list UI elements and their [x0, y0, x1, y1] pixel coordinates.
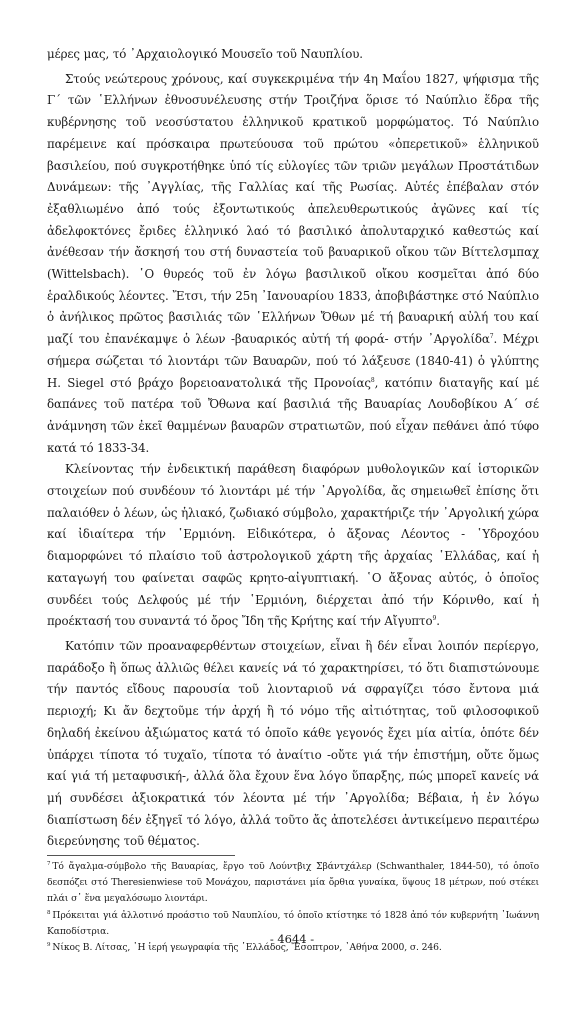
- footnote-9: $^9$ Νίκος Β. Λίτσας, ῾Η ἱερή γεωγραφία τῆς ῾Ελλάδος, Ἔσοπτρον, ᾽Αθήνα 2000, σ. 246.: [47, 941, 442, 954]
- footnote-ref-7: 7: [489, 333, 494, 341]
- footnote-mark: 9: [47, 941, 51, 948]
- paragraph-conclusion: Κατόπιν τῶν προαναφερθέντων στοιχείων, εἶναι ἢ δέν εἶναι λοιπόν περίεργο, παράδοξο ἢ ὅπως ἀλλιῶς θέλει κανείς νά τό χαρακτηρίσει, τό ὅτι διαπιστώνουμε τήν παντός εἴδους παρουσία τοῦ λιονταριοῦ νά σφραγίζει τόσο ἔντονα μιά περιοχή; Κι ἄν δεχτοῦμε τήν ἀρχή ἢ τό νόμο τῆς αἰτιότητας, τοῦ φιλοσοφικοῦ δηλαδή ἐκείνου ἀξιώματος κατά τό ὁποῖο κάθε γεγονός ἔχει μία αἰτία, ὁπότε δέν ὑπάρχει τίποτα τό τυχαῖο, τίποτα τό ἀναίτιο -οὔτε γιά τήν ἐπιστήμη, οὔτε ὅμως καί γιά τή μεταφυσική-, ἀλλά ὅλα ἔχουν ἕνα λόγο ὕπαρξης, πώς μπορεῖ κανείς νά μή συνδέσει ἀξιοκρατικά τόν λέοντα μέ τήν ᾽Αργολίδα; Βέβαια, ἡ ἐν λόγω διαπίστωση δέν ἐξηγεῖ τό λόγο, ἀλλά τοῦτο ἄς ἀποτελέσει ἀντικείμενο περαιτέρω διερεύνησης τοῦ θέματος.: [47, 638, 539, 849]
- paragraph-continued: μέρες μας, τό ᾽Αρχαιολογικό Μουσεῖο τοῦ Ναυπλίου.: [47, 47, 363, 61]
- page-number: - 4644 -: [269, 932, 315, 946]
- paragraph-mythology: Κλείνοντας τήν ἐνδεικτική παράθεση διαφόρων μυθολογικῶν καί ἱστορικῶν στοιχείων πού συνδέουν τό λιοντάρι μέ τήν ᾽Αργολίδα, ἄς σημειωθεῖ ἐπίσης ὅτι παλαιόθεν ὁ λέων, ὡς ἡλιακό, ζωδιακό σύμβολο, χαρακτήριζε τήν ᾽Αργολική χώρα καί ἰδιαίτερα τήν ῾Ερμιόνη. Εἰδικότερα, ὁ ἄξονας Λέοντος - ῾Υδροχόου διαμορφώνει τό πλαίσιο τοῦ ἀστρολογικοῦ χάρτη τῆς ἀρχαίας ῾Ελλάδας, καί ἡ καταγωγή του φαίνεται σαφῶς κρητο-αἰγυπτιακή. ῾Ο ἄξονας αὐτός, ὁ ὁποῖος συνδέει τούς Δελφούς μέ τήν ῾Ερμιόνη, διέρχεται ἀπό τήν Κόρινθο, καί ἡ προέκτασή του συναντά τό ὄρος Ἴδη τῆς Κρήτης καί τήν Αἴγυπτο$^9$.: [47, 462, 539, 629]
- footnote-divider: [47, 855, 235, 856]
- footnote-mark: 8: [47, 909, 51, 916]
- footnote-7: $^7$ Τό ἄγαλμα-σύμβολο τῆς Βαυαρίας, ἔργο τοῦ Λούντβιχ Σβάντχάλερ (Schwanthaler, 1844-50), τό ὁποῖο δεσπόζει στό Theresienwiese τοῦ Μονάχου, παριστάνει μία ὄρθια γυναίκα, ὕψους 18 μέτρων, πού στέκει πλάι σ᾽ ἕνα μεγαλόσωμο λιοντάρι.: [47, 860, 539, 905]
- footnote-ref-9: 9: [432, 615, 437, 623]
- footnote-ref-8: 8: [370, 376, 375, 384]
- page-content: [47, 44, 539, 956]
- footnote-8: $^8$ Πρόκειται γιά ἀλλοτινό προάστιο τοῦ Ναυπλίου, τό ὁποῖο κτίστηκε τό 1828 ἀπό τόν κυβερνήτη ᾽Ιωάννη Καποδίστρια.: [47, 909, 539, 937]
- footnote-mark: 7: [47, 860, 51, 867]
- paragraph-nafplio-history: Στούς νεώτερους χρόνους, καί συγκεκριμένα τήν 4η Μαΐου 1827, ψήφισμα τῆς Γ´ τῶν ῾Ελλήνων ἐθνοσυνέλευσης στήν Τροιζήνα ὅρισε τό Ναύπλιο ἕδρα τῆς κυβέρνησης τοῦ νεοσύστατου ἑλληνικοῦ κρατικοῦ μορφώματος. Τό Ναύπλιο παρέμεινε καί πρόσκαιρα πρωτεύουσα τοῦ πρώτου «ὀπερετικοῦ» ἑλληνικοῦ βασιλείου, πού συγκροτήθηκε ὑπό τίς εὐλογίες τῶν τριῶν μεγάλων Προστάτιδων Δυνάμεων: τῆς ᾽Αγγλίας, τῆς Γαλλίας καί τῆς Ρωσίας. Αὐτές ἐπέβαλαν στόν ἐξαθλιωμένο ἀπό τούς ἐξοντωτικούς ἀπελευθερωτικούς ἀγῶνες καί τίς ἀδελφοκτόνες ἔριδες ἑλληνικό λαό τό βασιλικό ἀπολυταρχικό καθεστώς καί ἀνέθεσαν τήν ἄσκησή του στή δυναστεία τοῦ βαυαρικοῦ οἴκου τῶν Βίττελσμπαχ (Wittelsbach). ῾Ο θυρεός τοῦ ἐν λόγω βασιλικοῦ οἴκου κοσμεῖται ἀπό δύο ἑραλδικούς λέοντες. Ἔτσι, τήν 25η ᾽Ιανουαρίου 1833, ἀποβιβάστηκε στό Ναύπλιο ὁ ἀνήλικος πρῶτος βασιλιάς τῶν ῾Ελλήνων Ὄθων μέ τή βαυαρική αὐλή του καί μαζί του ἐπανέκαμψε ὁ λέων -βαυαρικός αὐτή τή φορά- στήν ᾽Αργολίδα$^7$. Μέχρι σήμερα σώζεται τό λιοντάρι τῶν Βαυαρῶν, πού τό λάξευσε (1840-41) ὁ γλύπτης H. Siegel στό βράχο βορειοανατολικά τῆς Προνοίας$^8$, κατόπιν διαταγῆς καί μέ δαπάνες τοῦ πατέρα τοῦ Ὄθωνα καί βασιλιά τῆς Βαυαρίας Λουδοβίκου Α´ σέ ἀνάμνηση τῶν ἐκεῖ θαμμένων βαυαρῶν στρατιωτῶν, πού εἶχαν πεθάνει ἀπό τύφο κατά τό 1833-34.: [47, 71, 539, 455]
